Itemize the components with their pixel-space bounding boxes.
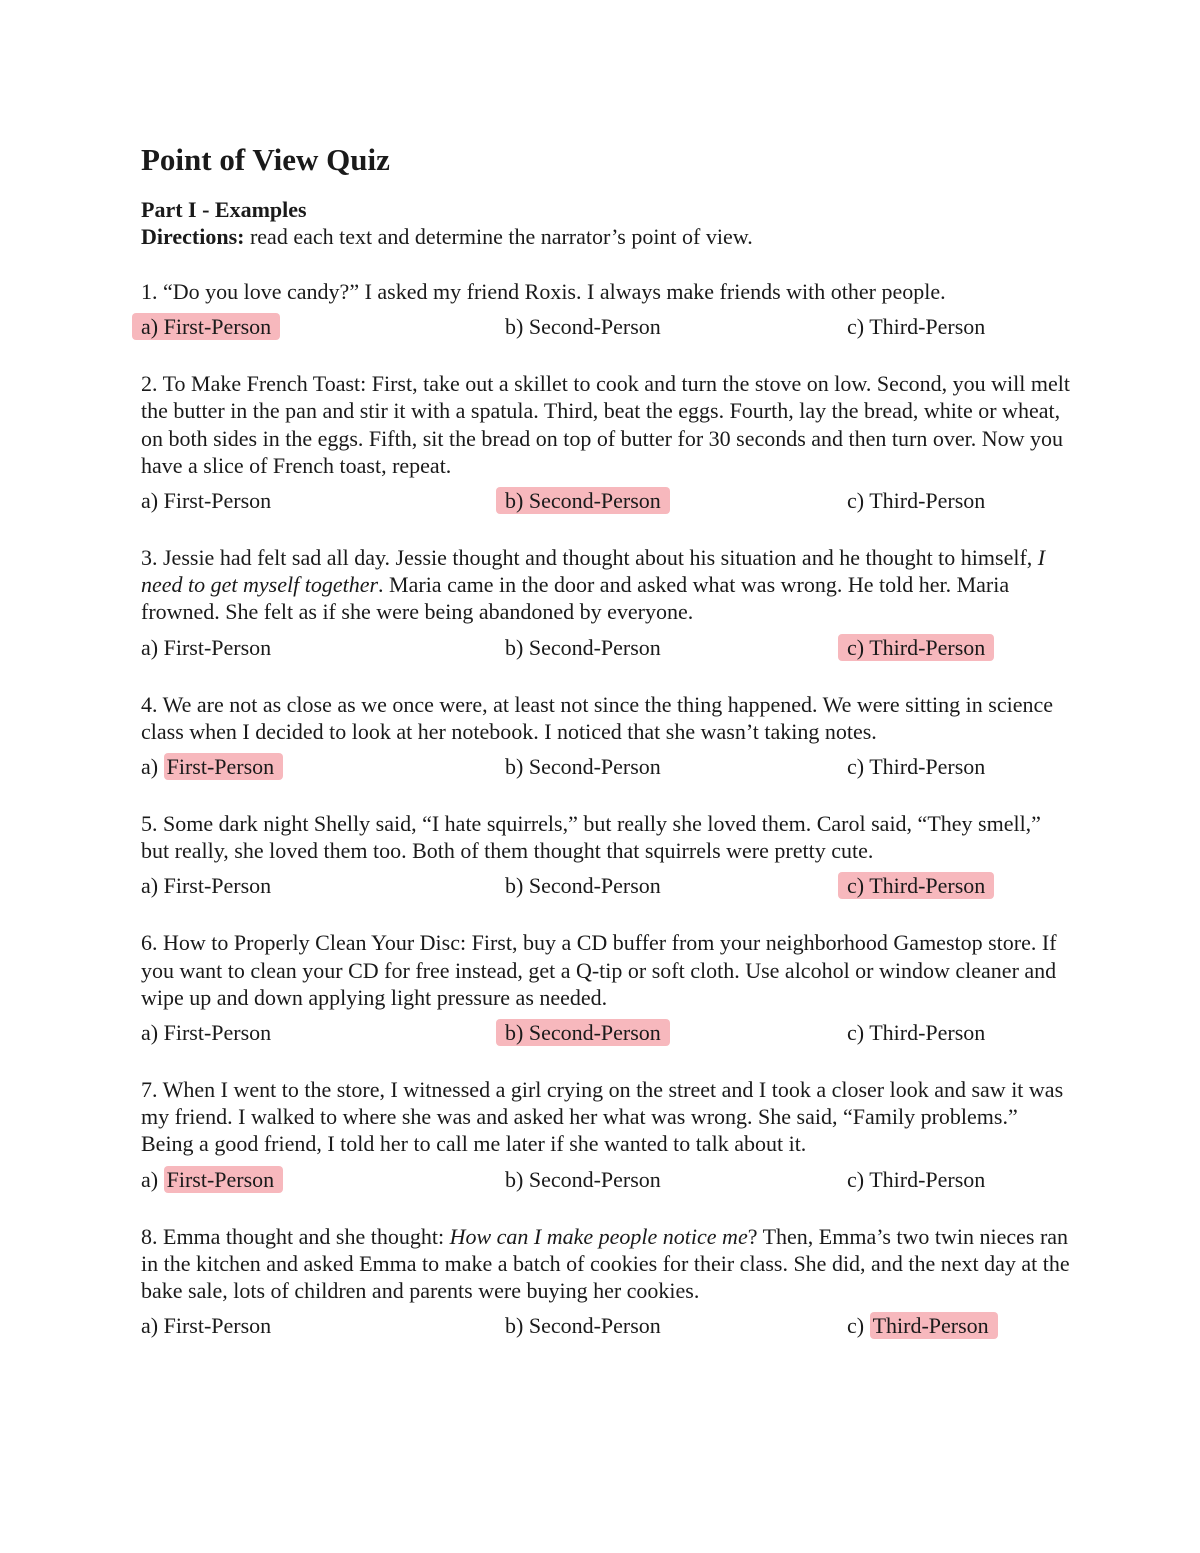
question-7 [141, 1076, 1071, 1195]
question-text [141, 810, 1071, 864]
option-label: First-Person [163, 1020, 272, 1046]
directions-label: Directions: [141, 224, 245, 249]
question-number: 2. [141, 371, 158, 397]
answer-options [141, 633, 1071, 663]
option-label: Second-Person [528, 314, 661, 340]
answer-options [141, 1311, 1071, 1341]
option-a[interactable] [141, 312, 280, 342]
selected-answer-highlight: c) Third-Person [838, 634, 994, 661]
question-1 [141, 278, 1071, 342]
question-text [141, 278, 1071, 305]
option-a[interactable]: a) First-Person [141, 634, 272, 660]
question-body-end: ? Then, Emma’s two twin nieces ran in the kitchen and asked Emma to make a batch of cookies for their class. She did, and the next day at the bake sale, lots of children and parents were buying her cookies. [141, 1223, 1070, 1304]
question-body: When I went to the store, I witnessed a girl crying on the street and I took a closer look and saw it was my friend. I walked to where she was and asked her what was wrong. She said, “Family problems.” Being a good friend, I told her to call me later if she wanted to talk about it. [141, 1077, 1064, 1157]
option-label: First-Person [163, 488, 272, 514]
question-body: Jessie had felt sad all day. Jessie thought and thought about his situation and he thought to himself, [163, 545, 1038, 571]
question-text [141, 1076, 1071, 1158]
option-label: Third-Person [869, 1166, 986, 1192]
question-body-end: . Maria came in the door and asked what was wrong. He told her. Maria frowned. She felt as if she were being abandoned by everyone. [141, 572, 1010, 625]
option-label: Third-Person [869, 1020, 986, 1046]
directions-text: read each text and determine the narrator’s point of view. [244, 224, 753, 249]
option-label: First-Person [163, 634, 272, 660]
option-label: First-Person [163, 873, 272, 899]
option-c[interactable]: c) Third-Person [847, 1311, 998, 1341]
question-4 [141, 691, 1071, 782]
page-title: Point of View Quiz [141, 142, 390, 177]
option-b[interactable]: b) Second-Person [505, 1313, 661, 1339]
question-5 [141, 810, 1071, 901]
option-b[interactable] [505, 486, 670, 516]
question-body: Some dark night Shelly said, “I hate squirrels,” but really she loved them. Carol said, “They smell,” but really, she loved them too. Both of them thought that squirrels were pretty cute. [141, 811, 1041, 864]
question-number: 5. [141, 811, 158, 837]
option-b[interactable]: b) Second-Person [505, 873, 661, 899]
option-a[interactable]: a) First-Person [141, 873, 272, 899]
question-body: To Make French Toast: First, take out a skillet to cook and turn the stove on low. Second, you will melt the butter in the pan and stir it with a spatula. Third, beat the eggs. Fourth, lay the bread, white or wheat, on both sides in the eggs. Fifth, sit the bread on top of butter for 30 seconds and then turn over. Now you have a slice of French toast, repeat. [141, 371, 1070, 478]
question-body: We are not as close as we once were, at least not since the thing happened. We were sitting in science class when I decided to look at her notebook. I noticed that she wasn’t taking notes. [141, 691, 1053, 744]
question-italic: I need to get myself together [141, 545, 1046, 598]
option-b[interactable]: b) Second-Person [505, 634, 661, 660]
option-c[interactable] [847, 633, 994, 663]
option-a[interactable]: a) First-Person [141, 1165, 283, 1195]
question-number: 7. [141, 1077, 158, 1103]
option-a[interactable]: a) First-Person [141, 752, 283, 782]
option-label: Third-Person [869, 488, 986, 514]
option-label: Third-Person [869, 754, 986, 780]
selected-answer-highlight: First-Person [164, 1166, 284, 1193]
question-2 [141, 370, 1071, 516]
option-c[interactable] [847, 871, 994, 901]
question-body: Emma thought and she thought: [163, 1223, 450, 1249]
answer-options [141, 312, 1071, 342]
question-text [141, 544, 1071, 626]
selected-answer-highlight: b) Second-Person [496, 487, 670, 514]
question-6 [141, 929, 1071, 1048]
answer-options [141, 752, 1071, 782]
option-label: Second-Person [528, 1313, 661, 1339]
answer-options [141, 1165, 1071, 1195]
selected-answer-highlight: b) Second-Person [496, 1019, 670, 1046]
option-a[interactable]: a) First-Person [141, 1020, 272, 1046]
question-number: 8. [141, 1223, 158, 1249]
option-label: Second-Person [528, 1166, 661, 1192]
question-number: 6. [141, 930, 158, 956]
answer-options [141, 1018, 1071, 1048]
option-b[interactable]: b) Second-Person [505, 1166, 661, 1192]
question-text [141, 929, 1071, 1011]
question-body: “Do you love candy?” I asked my friend Roxis. I always make friends with other people. [163, 279, 946, 304]
selected-answer-highlight: First-Person [164, 753, 284, 780]
option-c[interactable]: c) Third-Person [847, 1166, 986, 1192]
question-number: 1. [141, 279, 158, 304]
option-b[interactable]: b) Second-Person [505, 314, 661, 340]
option-a[interactable]: a) First-Person [141, 1313, 272, 1339]
option-a[interactable]: a) First-Person [141, 488, 272, 514]
option-c[interactable]: c) Third-Person [847, 488, 986, 514]
question-8 [141, 1223, 1071, 1342]
option-label: First-Person [163, 1313, 272, 1339]
quiz-page [141, 138, 1071, 1341]
option-label: Second-Person [528, 1020, 661, 1046]
question-text [141, 370, 1071, 479]
option-label: Second-Person [528, 488, 661, 514]
option-c[interactable]: c) Third-Person [847, 1020, 986, 1046]
option-label: Third-Person [869, 634, 986, 660]
directions [141, 223, 1071, 250]
option-label: Third-Person [869, 314, 986, 340]
question-number: 4. [141, 691, 158, 717]
option-c[interactable]: c) Third-Person [847, 754, 986, 780]
question-number: 3. [141, 545, 158, 571]
selected-answer-highlight: c) Third-Person [838, 872, 994, 899]
part-heading: Part I - Examples [141, 197, 307, 222]
question-body: How to Properly Clean Your Disc: First, buy a CD buffer from your neighborhood Gamestop store. If you want to clean your CD for free instead, get a Q-tip or soft cloth. Use alcohol or window cleaner and wipe up and down applying light pressure as needed. [141, 930, 1057, 1010]
option-label: Second-Person [528, 754, 661, 780]
option-b[interactable]: b) Second-Person [505, 754, 661, 780]
option-c[interactable]: c) Third-Person [847, 314, 986, 340]
option-label: Third-Person [869, 873, 986, 899]
selected-answer-highlight: Third-Person [870, 1312, 998, 1339]
question-3 [141, 544, 1071, 663]
answer-options [141, 871, 1071, 901]
selected-answer-highlight: a) First-Person [132, 313, 280, 340]
question-italic: How can I make people notice me [449, 1223, 748, 1249]
option-b[interactable] [505, 1018, 670, 1048]
question-text [141, 1223, 1071, 1305]
option-label: Second-Person [528, 873, 661, 899]
question-text [141, 691, 1071, 745]
answer-options [141, 486, 1071, 516]
option-label: First-Person [163, 314, 272, 340]
option-label: Second-Person [528, 634, 661, 660]
